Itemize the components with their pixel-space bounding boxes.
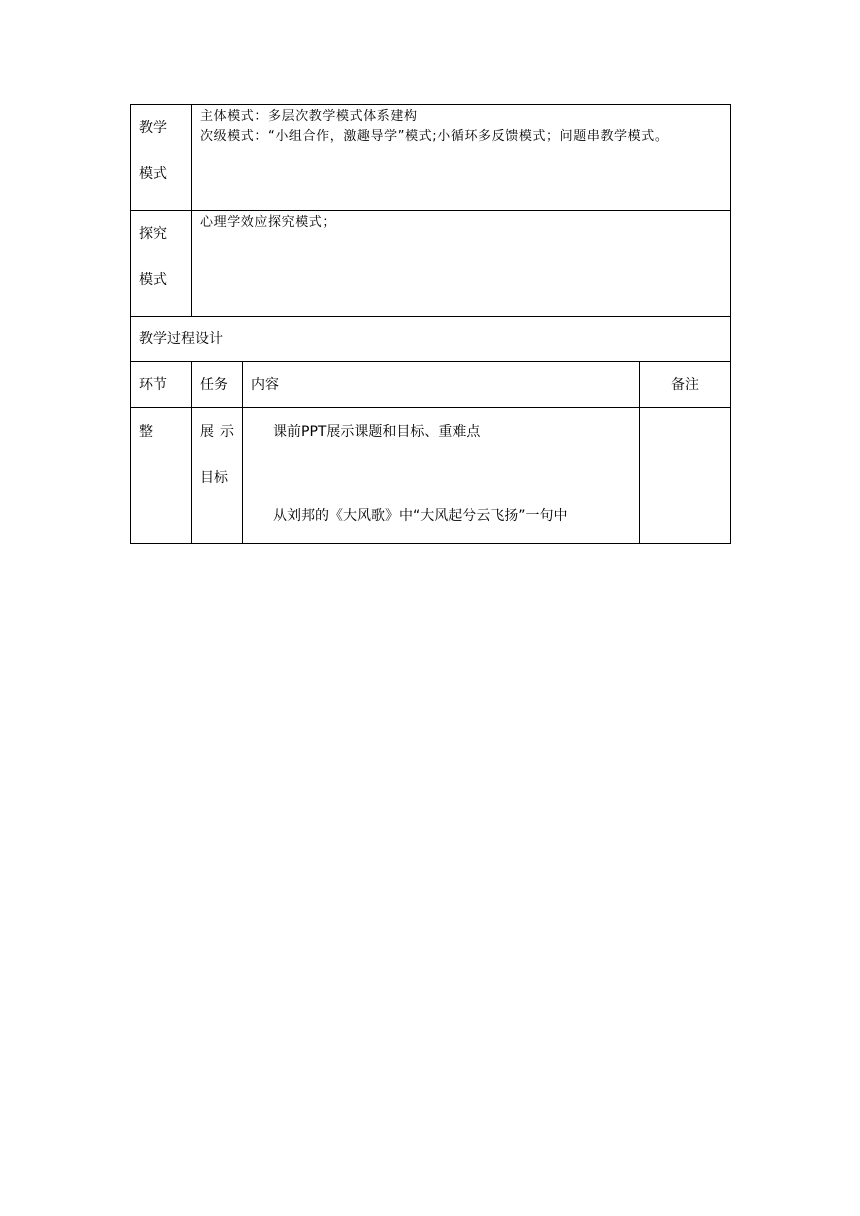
inquiry-mode-row: [131, 211, 731, 317]
inquiry-mode-label: [131, 211, 192, 317]
step-task-line1: 展示: [200, 424, 240, 440]
step-task-line2: 目标: [200, 470, 228, 486]
teaching-mode-label: [131, 105, 192, 211]
first-step-row: [131, 408, 731, 544]
process-title: 教学过程设计: [131, 317, 731, 362]
teaching-mode-label-line2: 模式: [139, 166, 167, 182]
header-content: 内容: [243, 362, 640, 408]
step-content: [243, 408, 640, 544]
header-task: 任务: [192, 362, 243, 408]
teaching-mode-content: [192, 105, 731, 211]
teaching-mode-row: [131, 105, 731, 211]
main-mode-text: 主体模式：多层次教学模式体系建构: [200, 109, 418, 124]
inquiry-mode-label-line2: 模式: [139, 272, 167, 288]
step-task: [192, 408, 243, 544]
header-stage: 环节: [131, 362, 192, 408]
header-row: [131, 362, 731, 408]
lesson-plan-table: [130, 104, 731, 544]
step-stage: 整: [131, 408, 192, 544]
teaching-mode-label-line1: 教学: [139, 120, 167, 136]
content-spacer: [273, 442, 639, 506]
step-content-line2: 从刘邦的《大风歌》中“大风起兮云飞扬”一句中: [273, 508, 568, 524]
sub-mode-text: 次级模式：“小组合作，激趣导学”模式;小循环多反馈模式；问题串教学模式。: [200, 129, 669, 144]
step-content-line1: 课前PPT展示课题和目标、重难点: [273, 424, 481, 440]
header-remarks: 备注: [640, 362, 731, 408]
inquiry-mode-content: [192, 211, 731, 317]
process-title-row: [131, 317, 731, 362]
inquiry-mode-label-line1: 探究: [139, 226, 167, 242]
step-remarks: [640, 408, 731, 544]
inquiry-mode-text: 心理学效应探究模式；: [200, 215, 337, 230]
